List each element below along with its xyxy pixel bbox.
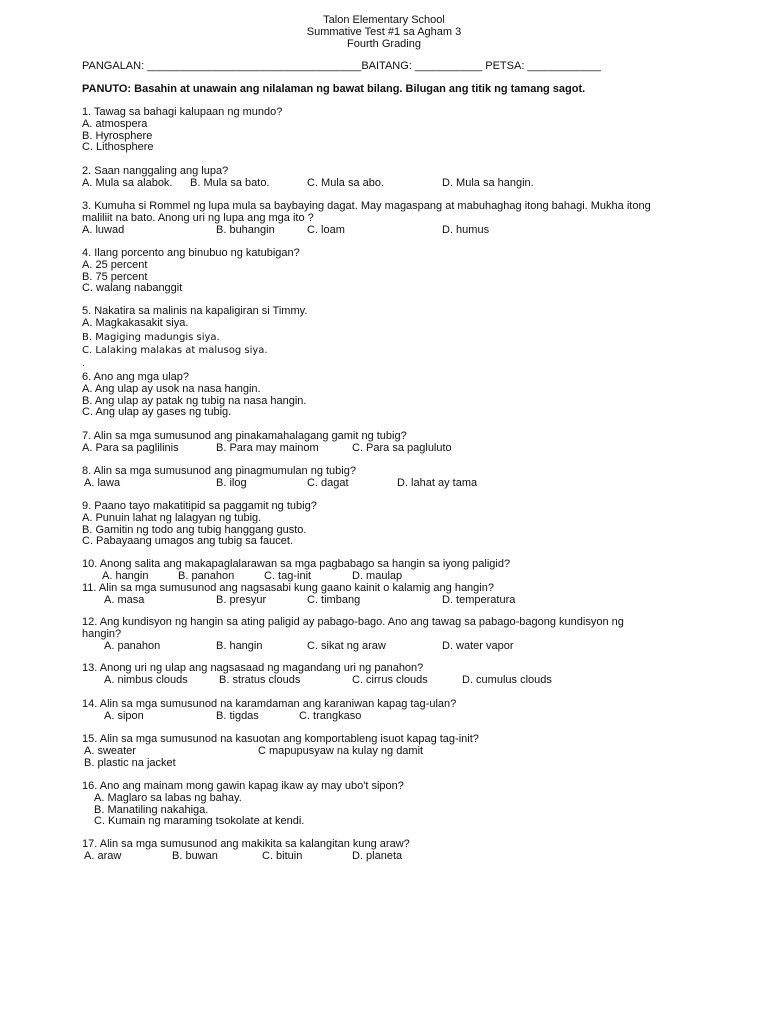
question-13 <box>82 663 732 687</box>
choice-b: B. Mula sa bato. <box>190 176 270 189</box>
choice-b: B. Para may mainom <box>216 441 319 454</box>
question-text: 2. Saan nanggaling ang lupa? <box>82 165 229 177</box>
question-text: 5. Nakatira sa malinis na kapaligiran si Timmy. <box>82 305 308 317</box>
question-text: 10. Anong salita ang makapaglalarawan sa mga pagbabago sa hangin sa iyong paligid? <box>82 558 511 570</box>
question-text-line-2: maliliit na bato. Anong uri ng lupa ang mga ito ? <box>82 211 314 224</box>
choice-c: C mapupusyaw na kulay ng damit <box>258 744 424 757</box>
student-info-line: PANGALAN: ___________________________________BAITANG: ___________ PETSA: ____________ <box>82 60 601 72</box>
choice-b: B. ilog <box>216 476 247 489</box>
question-7 <box>82 431 732 455</box>
question-12 <box>82 617 722 653</box>
choice-b: B. hangin <box>216 639 263 652</box>
question-16 <box>82 781 732 828</box>
question-text: 1. Tawag sa bahagi kalupaan ng mundo? <box>82 106 283 118</box>
question-10 <box>82 559 732 583</box>
question-text: 6. Ano ang mga ulap? <box>82 371 190 383</box>
choice-c: C. bituin <box>262 849 303 862</box>
question-11 <box>82 583 732 607</box>
choice-c: C. trangkaso <box>299 709 362 722</box>
choice-c: C. tag-init <box>264 569 312 582</box>
question-text: 16. Ano ang mainam mong gawin kapag ikaw ay may ubo't sipon? <box>82 780 404 792</box>
question-text: 11. Alin sa mga sumusunod ang nagsasabi kung gaano kainit o kalamig ang hangin? <box>82 582 494 594</box>
choice-c: C. cirrus clouds <box>352 673 428 686</box>
document-header <box>0 14 768 50</box>
choice-a: A. sipon <box>104 709 144 722</box>
choice-d: D. lahat ay tama <box>397 476 478 489</box>
question-text-line-1: 3. Kumuha si Rommel ng lupa mula sa baybaying dagat. May magaspang at mabuhaghag itong bahagi. Mukha itong <box>82 200 651 212</box>
test-title: Summative Test #1 sa Agham 3 <box>306 26 462 38</box>
choice-d: D. Mula sa hangin. <box>442 176 534 189</box>
choice-c: C. Lithosphere <box>82 141 154 154</box>
choice-c: C. timbang <box>307 593 361 606</box>
choice-c: C. Lalaking malakas at malusog siya. <box>82 345 268 357</box>
choice-a: A. lawa <box>84 476 121 489</box>
question-text-line-2: hangin? <box>82 627 122 640</box>
choice-a: A. hangin <box>102 569 149 582</box>
choice-b: B. Magiging madungis siya. <box>82 331 220 343</box>
question-text: 4. Ilang porcento ang binubuo ng katubigan? <box>82 247 300 259</box>
choice-a: A. araw <box>84 849 122 862</box>
choice-a: A. sweater <box>84 744 136 757</box>
question-14 <box>82 699 732 723</box>
question-2 <box>82 166 732 190</box>
choice-b: B. Gamitin ng todo ang tubig hanggang gusto. <box>82 523 307 536</box>
choice-c: C. Pabayaang umagos ang tubig sa faucet. <box>82 535 293 548</box>
choice-b: B. buwan <box>172 849 218 862</box>
choice-b: B. presyur <box>216 593 267 606</box>
choice-b: B. Manatiling nakahiga. <box>94 803 209 816</box>
question-4 <box>82 248 732 295</box>
question-6 <box>82 372 732 419</box>
choice-a: A. Maglaro sa labas ng bahay. <box>94 791 242 804</box>
choice-b: B. Hyrosphere <box>82 129 153 142</box>
choice-d: D. humus <box>442 223 490 236</box>
choice-d: D. water vapor <box>442 639 514 652</box>
question-3 <box>82 201 742 237</box>
choice-b: B. 75 percent <box>82 270 148 283</box>
question-text: 14. Alin sa mga sumusunod na karamdaman ang karaniwan kapag tag-ulan? <box>82 698 457 710</box>
choice-c: C. Mula sa abo. <box>307 176 385 189</box>
question-15 <box>82 734 732 770</box>
choice-a: A. panahon <box>104 639 161 652</box>
choice-c: C. Ang ulap ay gases ng tubig. <box>82 406 232 419</box>
choice-a: A. atmospera <box>82 117 148 130</box>
question-text: 17. Alin sa mga sumusunod ang makikita sa kalangitan kung araw? <box>82 838 410 850</box>
choice-b: B. Ang ulap ay patak ng tubig na nasa hangin. <box>82 394 307 407</box>
choice-c: C. walang nabanggit <box>82 282 183 295</box>
choice-a: A. 25 percent <box>82 258 148 271</box>
choice-a: A. Para sa paglilinis <box>82 441 179 454</box>
question-text: 7. Alin sa mga sumusunod ang pinakamahalagang gamit ng tubig? <box>82 430 407 442</box>
choice-a: A. masa <box>104 593 145 606</box>
question-17 <box>82 839 732 863</box>
grading-period: Fourth Grading <box>347 38 421 50</box>
question-9 <box>82 501 732 548</box>
question-text: 13. Anong uri ng ulap ang nagsasaad ng magandang uri ng panahon? <box>82 662 424 674</box>
choice-b: B. stratus clouds <box>219 673 301 686</box>
question-text-line-1: 12. Ang kundisyon ng hangin sa ating paligid ay pabago-bago. Ano ang tawag sa pabago-bagong kundisyon ng <box>82 616 624 628</box>
choice-c: C. dagat <box>307 476 349 489</box>
choice-b: B. tigdas <box>216 709 259 722</box>
choice-a: A. Ang ulap ay usok na nasa hangin. <box>82 382 261 395</box>
school-name: Talon Elementary School <box>323 14 445 26</box>
choice-b: B. panahon <box>178 569 235 582</box>
question-8 <box>82 466 732 490</box>
choice-d: D. cumulus clouds <box>462 673 552 686</box>
choice-c: C. Para sa pagluluto <box>352 441 452 454</box>
choice-a: A. Magkakasakit siya. <box>82 316 189 329</box>
choice-a: A. Punuin lahat ng lalagyan ng tubig. <box>82 511 262 524</box>
question-text: 9. Paano tayo makatitipid sa paggamit ng tubig? <box>82 500 317 512</box>
question-5 <box>82 306 732 368</box>
stray-dot: . <box>82 357 86 370</box>
question-1 <box>82 107 732 154</box>
choice-d: D. planeta <box>352 849 403 862</box>
question-text: 8. Alin sa mga sumusunod ang pinagmumulan ng tubig? <box>82 465 356 477</box>
choice-c: C. loam <box>307 223 345 236</box>
choice-d: D. maulap <box>352 569 403 582</box>
instructions: PANUTO: Basahin at unawain ang nilalaman ng bawat bilang. Bilugan ang titik ng tamang sagot. <box>82 83 586 95</box>
choice-c: C. sikat ng araw <box>307 639 386 652</box>
question-text: 15. Alin sa mga sumusunod na kasuotan ang komportableng isuot kapag tag-init? <box>82 733 479 745</box>
choice-a: A. Mula sa alabok. <box>82 176 173 189</box>
choice-a: A. luwad <box>82 223 125 236</box>
choice-a: A. nimbus clouds <box>104 673 188 686</box>
choice-b: B. plastic na jacket <box>84 756 176 769</box>
choice-d: D. temperatura <box>442 593 516 606</box>
choice-c: C. Kumain ng maraming tsokolate at kendi. <box>94 815 305 828</box>
choice-b: B. buhangin <box>216 223 275 236</box>
